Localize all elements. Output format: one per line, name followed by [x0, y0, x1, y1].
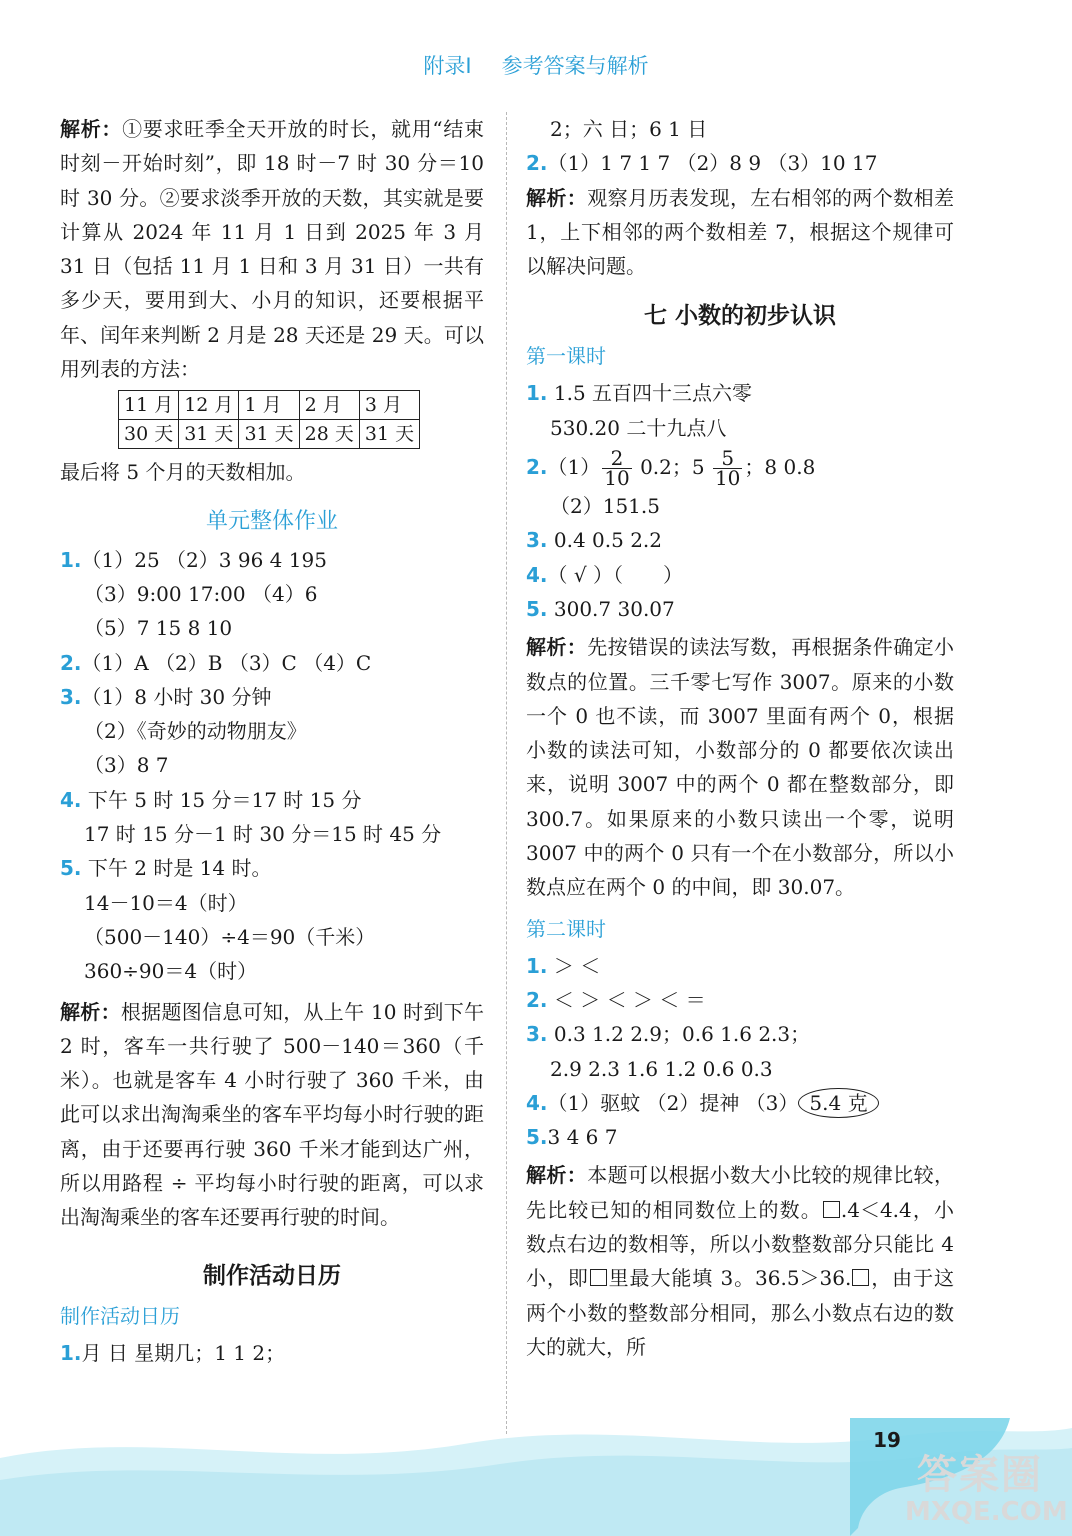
answer-text: 0.4 0.5 2.2 — [553, 528, 663, 553]
answer-line — [60, 646, 484, 680]
answer-line: （2）151.5 — [550, 494, 660, 519]
page-header — [0, 50, 1072, 80]
left-column — [60, 112, 484, 1370]
question-number: 2. — [526, 987, 548, 1012]
question-number: 2. — [526, 455, 548, 480]
analysis-text: .4＜4.4，小数点右边的数相等，所以小数整数部分只能比 4 小，即 — [526, 1197, 955, 1291]
analysis-5 — [526, 1158, 954, 1364]
question-number: 5. — [60, 856, 82, 881]
question-number: 3. — [526, 528, 548, 553]
column-divider — [506, 112, 507, 1434]
question-number: 1. — [60, 1340, 82, 1365]
analysis-label: 解析： — [526, 185, 588, 210]
answer-text: ＞ ＜ — [553, 953, 601, 978]
question-number: 4. — [526, 562, 548, 587]
right-column — [526, 112, 954, 1364]
question-number: 2. — [526, 151, 548, 176]
analysis-label: 解析： — [60, 117, 123, 141]
question-number: 1. — [526, 953, 548, 978]
question-number: 1. — [526, 381, 548, 406]
table-cell: 30 天 — [119, 420, 179, 449]
fraction — [713, 446, 742, 491]
activity-title: 制作活动日历 — [203, 1262, 341, 1289]
answer-line: 530.20 二十九点八 — [550, 415, 727, 440]
answer-line — [526, 523, 954, 557]
answer-text: （1） — [547, 455, 601, 480]
answer-line — [526, 146, 954, 180]
answer-line — [526, 376, 954, 410]
analysis-label: 解析： — [526, 1163, 588, 1188]
answer-line: 14－10＝4（时） — [84, 890, 248, 915]
answer-text: 月 日 星期几；1 1 2； — [81, 1340, 286, 1365]
answer-text: 0.3 1.2 2.9；0.6 1.6 2.3； — [553, 1022, 811, 1047]
answer-line — [60, 680, 484, 714]
table-cell: 3 月 — [359, 391, 419, 420]
answer-text: （1）8 小时 30 分钟 — [81, 684, 272, 709]
table-cell: 1 月 — [239, 391, 299, 420]
fraction-numerator: 5 — [713, 449, 742, 469]
answer-text: 300.7 30.07 — [553, 596, 675, 621]
after-table-text: 最后将 5 个月的天数相加。 — [60, 460, 306, 485]
table-row-days — [119, 420, 420, 449]
analysis-text: 观察月历表发现，左右相邻的两个数相差 1，上下相邻的两个数相差 7，根据这个规律可以解决问题。 — [526, 185, 955, 279]
circled-answer: 5.4 克 — [798, 1088, 878, 1118]
answer-line — [60, 1336, 484, 1370]
answer-line: 360÷90＝4（时） — [84, 959, 258, 984]
answer-text: ；8 0.8 — [744, 455, 816, 480]
answer-line: （2）《奇妙的动物朋友》 — [84, 719, 307, 744]
answer-line — [526, 1120, 954, 1154]
watermark-logo — [905, 1452, 1068, 1532]
analysis-text: 根据题图信息可知，从上午 10 时到下午 2 时，客车一共行驶了 500－140＝360（千米）。也就是客车 4 小时行驶了 360 千米，由此可以求出淘淘乘坐的客车平均每小时行驶的距离，由于还要再行驶 360 千米才能到达广州，所以用路程 ÷ 平均每小时行驶的距离，可以求出淘淘乘坐的客车还要再行驶的时间。 — [60, 999, 484, 1230]
answer-text: 1.5 五百四十三点六零 — [553, 381, 753, 406]
header-appendix: 附录Ⅰ — [423, 54, 472, 78]
activity-lesson: 制作活动日历 — [60, 1303, 180, 1328]
answer-line: （500－140）÷4＝90（千米） — [84, 924, 376, 949]
answer-line — [526, 1017, 954, 1051]
fraction-denominator: 10 — [714, 466, 741, 491]
analysis-4 — [526, 630, 954, 904]
analysis-text: ，由于这两个小数的整数部分相同，那么小数点右边的数大的就大，所 — [526, 1266, 955, 1359]
fraction-numerator: 2 — [602, 449, 631, 469]
blank-box-icon — [823, 1201, 840, 1218]
page-number: 19 — [873, 1428, 901, 1452]
question-number: 5. — [526, 596, 548, 621]
answer-line — [60, 543, 484, 577]
answer-line — [526, 1086, 954, 1120]
analysis-text: ①要求旺季全天开放的时长，就用“结束时刻－开始时刻”，即 18 时－7 时 30 分＝10 时 30 分。②要求淡季开放的天数，其实就是要计算从 2024 年 11 月 1 日到 2025 年 3 月 31 日（包括 11 月 1 日和 3 月 31 日）一共有多少天，要用到大、小月的知识，还要根据平年、闰年来判断 2 月是 28 天还是 29 天。可以用列表的方法： — [60, 117, 485, 382]
question-number: 3. — [526, 1022, 548, 1047]
blank-box-icon — [590, 1269, 607, 1286]
table-cell: 31 天 — [359, 420, 419, 449]
answer-text: （1）驱蚊 （2）提神 （3） — [547, 1090, 799, 1115]
table-row-months — [119, 391, 420, 420]
answer-text: ＜ ＞ ＜ ＞ ＜ ＝ — [553, 987, 706, 1012]
answer-text: （ √ ）（ ） — [547, 562, 683, 587]
answer-line — [526, 445, 954, 489]
answer-line: 2.9 2.3 1.6 1.2 0.6 0.3 — [550, 1056, 773, 1081]
analysis-text: 本题可以根据小数大小比较的规律比较，先比较已知的相同数位上的数。 — [526, 1163, 955, 1222]
answer-line — [60, 851, 484, 885]
answer-text: （1）A （2）B （3）C （4）C — [81, 650, 372, 675]
analysis-label: 解析： — [60, 999, 121, 1024]
answer-text: （1）1 7 1 7 （2）8 9 （3）10 17 — [547, 151, 878, 176]
lesson-2-title: 第二课时 — [526, 916, 606, 941]
watermark-text: 答案圈 — [917, 1452, 1043, 1498]
analysis-text: 先按错误的读法写数，再根据条件确定小数点的位置。三千零七写作 3007。原来的小数一个 0 也不读，而 3007 里面有两个 0，根据小数的读法可知，小数部分的 0 都要依次读出来，说明 3007 中的两个 0 都在整数部分，即 300.7。如果原来的小数只读出一个零，说明 3007 中的两个 0 只有一个在小数部分，所以小数点应在两个 0 的中间，即 30.07。 — [526, 635, 955, 900]
table-cell: 12 月 — [179, 391, 239, 420]
watermark-url: MXQE.COM — [905, 1497, 1068, 1527]
question-number: 1. — [60, 547, 82, 572]
answer-line: （3）8 7 — [84, 753, 169, 778]
header-title: 参考答案与解析 — [501, 54, 649, 78]
unit-title: 单元整体作业 — [205, 508, 338, 534]
analysis-text: 里最大能填 3。36.5＞36. — [607, 1266, 852, 1291]
answer-line — [526, 949, 954, 983]
table-cell: 2 月 — [299, 391, 359, 420]
month-days-table — [118, 390, 420, 449]
table-cell: 31 天 — [239, 420, 299, 449]
answer-line: 2；六 日；6 1 日 — [550, 117, 708, 141]
answer-line — [60, 783, 484, 817]
table-cell: 28 天 — [299, 420, 359, 449]
fraction-denominator: 10 — [604, 466, 630, 491]
fraction — [602, 446, 631, 491]
answer-text: 0.2；5 — [640, 455, 705, 480]
answer-text: 下午 5 时 15 分＝17 时 15 分 — [87, 787, 362, 812]
answer-line — [526, 983, 954, 1017]
table-cell: 31 天 — [179, 420, 239, 449]
answer-text: 3 4 6 7 — [547, 1125, 618, 1150]
question-number: 4. — [60, 787, 82, 812]
answer-line — [526, 592, 954, 626]
question-number: 4. — [526, 1090, 548, 1115]
analysis-1 — [60, 112, 484, 386]
analysis-3 — [526, 181, 954, 284]
answer-line: （5）7 15 8 10 — [84, 616, 233, 641]
chapter-title: 七 小数的初步认识 — [643, 303, 836, 330]
question-number: 2. — [60, 650, 82, 675]
answer-line — [526, 558, 954, 592]
lesson-1-title: 第一课时 — [526, 344, 606, 369]
answer-text: 下午 2 时是 14 时。 — [87, 856, 272, 881]
analysis-label: 解析： — [526, 635, 588, 660]
analysis-2 — [60, 995, 484, 1235]
answer-line: 17 时 15 分－1 时 30 分＝15 时 45 分 — [84, 822, 442, 847]
table-cell: 11 月 — [119, 391, 179, 420]
blank-box-icon — [852, 1269, 869, 1286]
answer-line: （3）9:00 17:00 （4）6 — [84, 581, 318, 606]
answer-text: （1）25 （2）3 96 4 195 — [81, 547, 327, 572]
question-number: 3. — [60, 684, 82, 709]
question-number: 5. — [526, 1125, 548, 1150]
